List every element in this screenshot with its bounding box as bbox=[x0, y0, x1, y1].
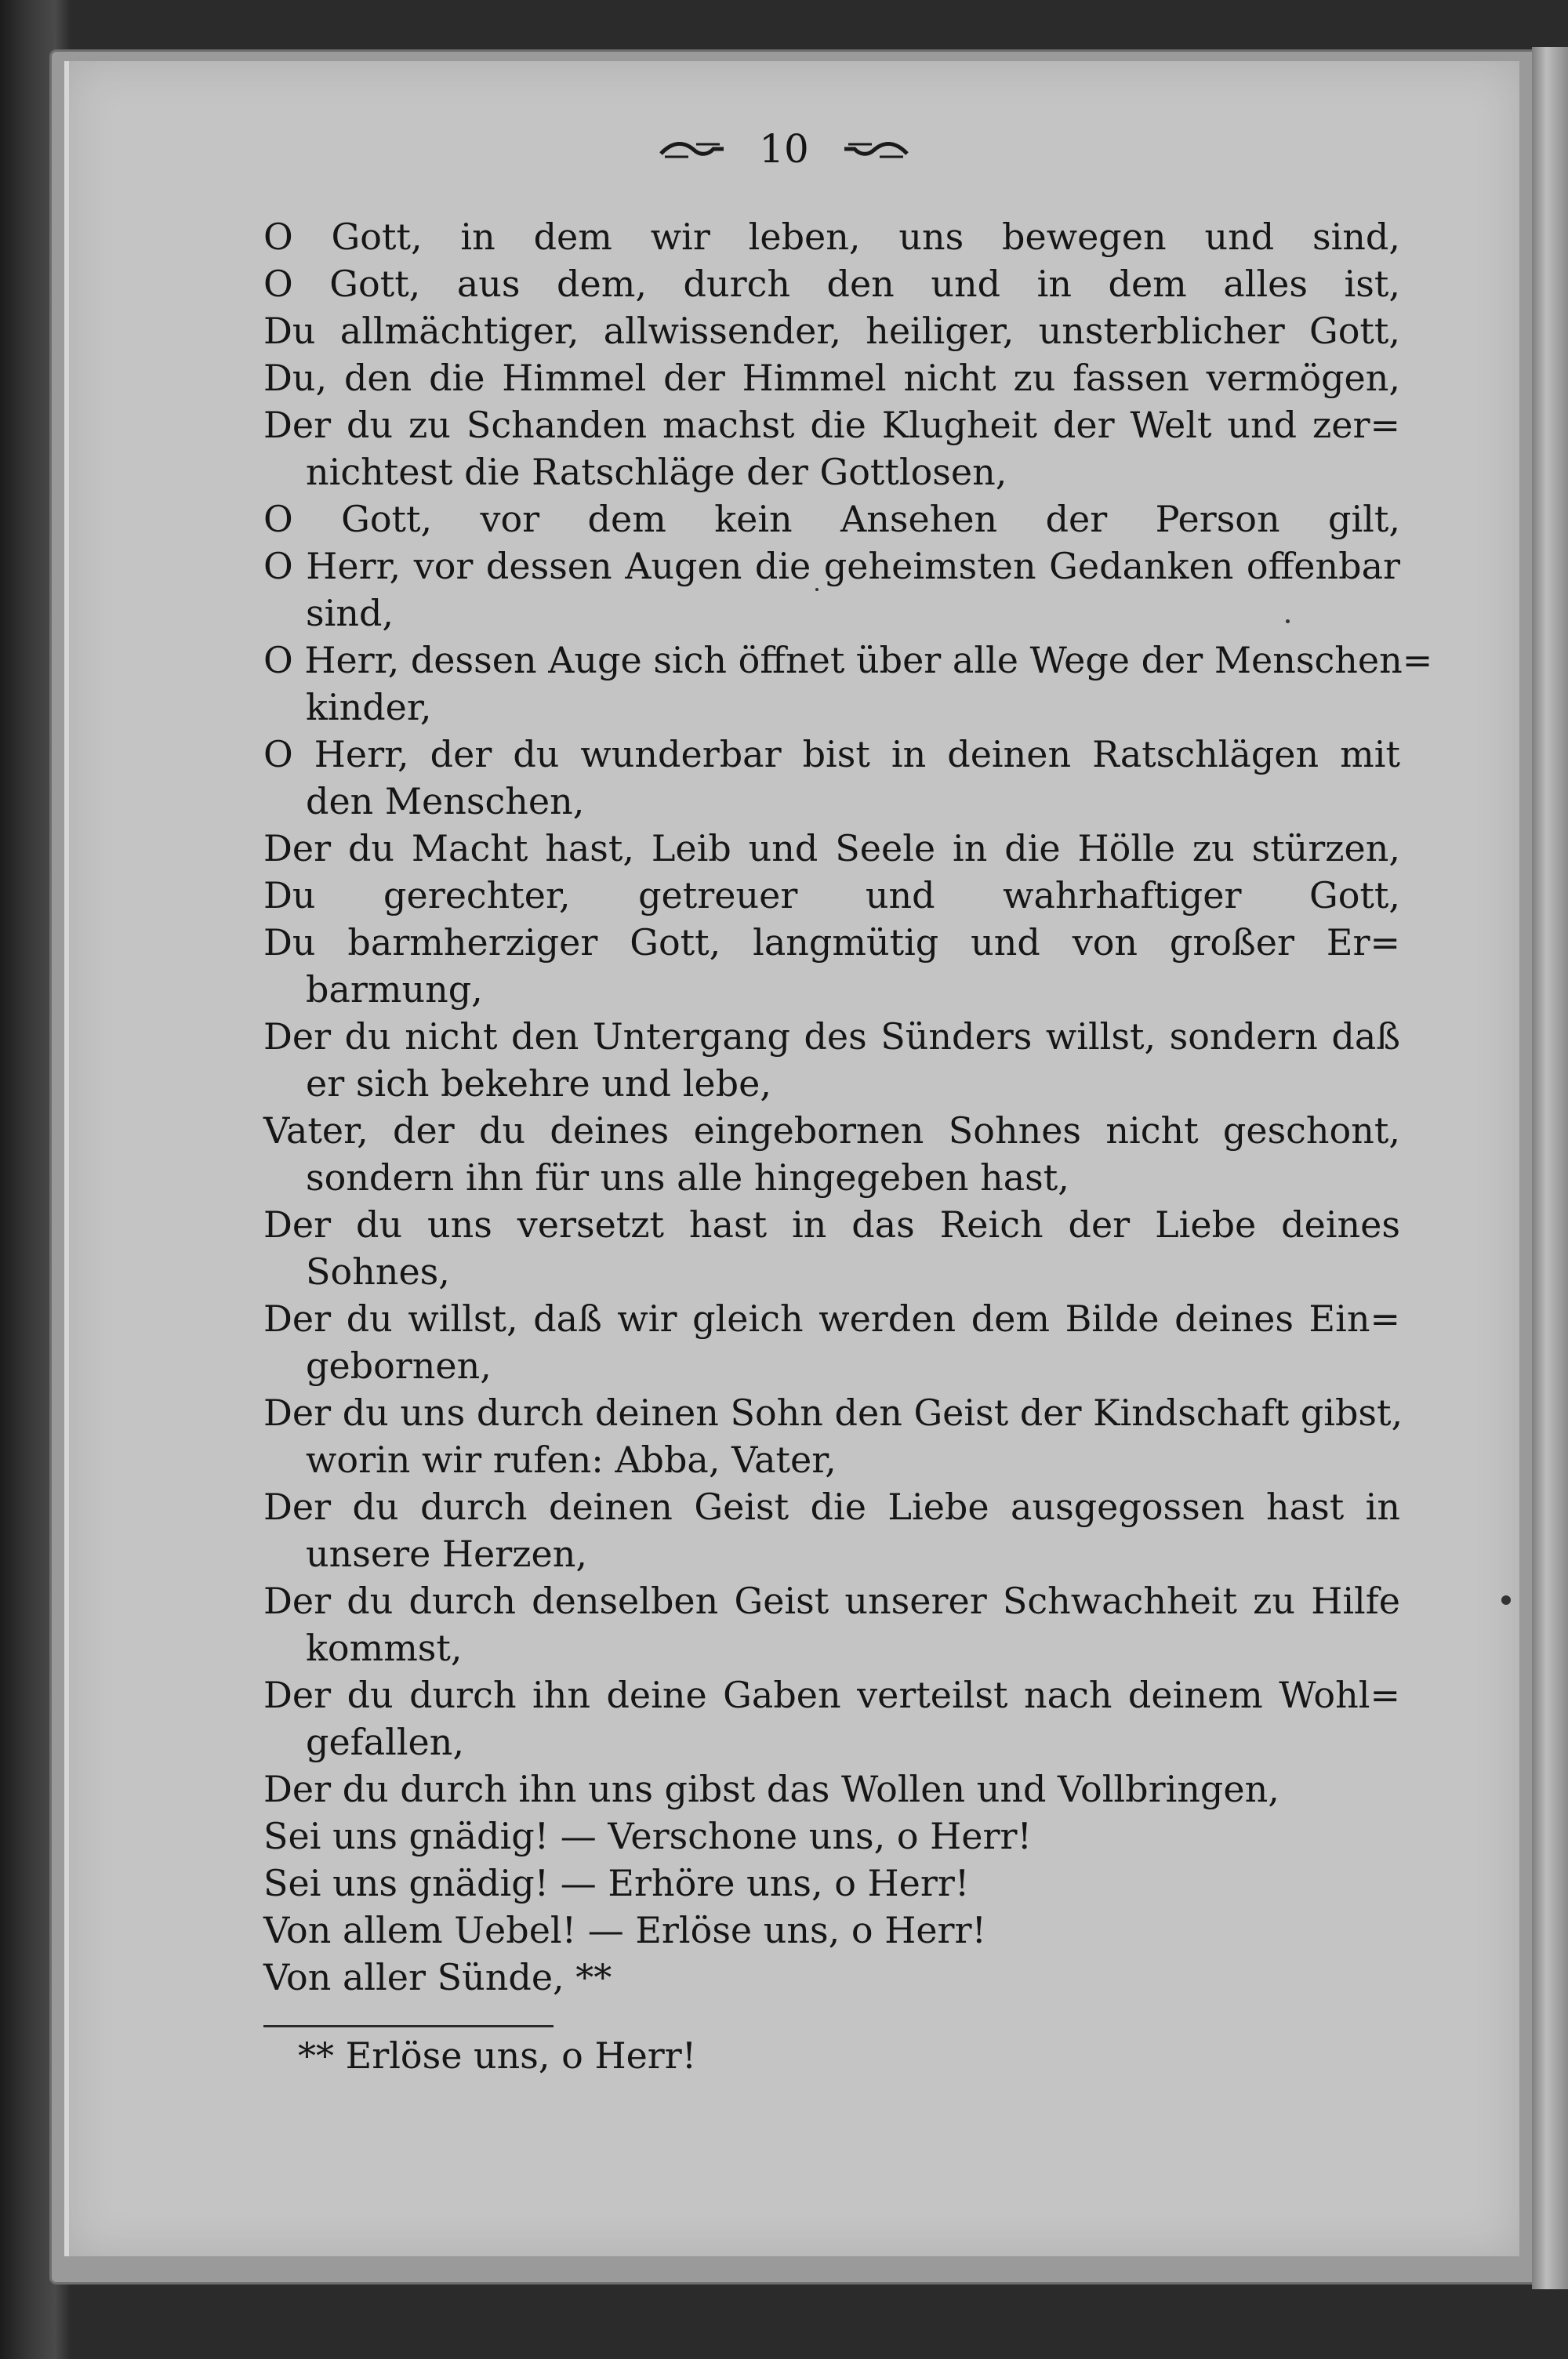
verse-line: Du allmächtiger, allwissender, heiliger, unsterblicher Gott, bbox=[263, 310, 1400, 352]
litany-text bbox=[263, 213, 1433, 2001]
verse-line: kinder, bbox=[306, 686, 432, 728]
verse-line: Von allem Uebel! — Erlöse uns, o Herr! bbox=[263, 1909, 986, 1951]
verse bbox=[263, 307, 1400, 354]
paper-speck bbox=[1501, 1595, 1511, 1605]
verse-line: Du gerechter, getreuer und wahrhaftiger Gott, bbox=[263, 874, 1400, 916]
verse-line: O Herr, vor dessen Augen die geheimsten Gedanken offenbar bbox=[263, 545, 1400, 587]
verse-line: Der du durch ihn uns gibst das Wollen und Vollbringen, bbox=[263, 1768, 1279, 1810]
verse-line: gebornen, bbox=[306, 1345, 492, 1387]
verse-line: den Menschen, bbox=[306, 780, 585, 822]
verse bbox=[263, 1483, 1400, 1577]
verse-line: nichtest die Ratschläge der Gottlosen, bbox=[306, 451, 1007, 493]
verse-line: Von aller Sünde, ** bbox=[263, 1956, 612, 1998]
verse bbox=[263, 1671, 1400, 1766]
left-ornament-icon bbox=[657, 133, 728, 165]
verse-line: Der du nicht den Untergang des Sünders willst, sondern daß bbox=[263, 1015, 1400, 1058]
verse-line: Du barmherziger Gott, langmütig und von großer Er= bbox=[263, 921, 1400, 964]
verse-line: O Herr, dessen Auge sich öffnet über alle Wege der Menschen= bbox=[263, 639, 1433, 681]
verse-line: Sei uns gnädig! — Erhöre uns, o Herr! bbox=[263, 1862, 970, 1904]
verse-line: Der du uns versetzt hast in das Reich der Liebe deines bbox=[263, 1203, 1400, 1246]
verse bbox=[263, 1907, 1400, 1954]
footnote-divider bbox=[263, 2025, 554, 2027]
verse-line: O Gott, aus dem, durch den und in dem alles ist, bbox=[263, 263, 1400, 305]
verse-line: Du, den die Himmel der Himmel nicht zu fassen vermögen, bbox=[263, 357, 1400, 399]
verse bbox=[263, 872, 1400, 919]
verse bbox=[263, 1954, 1400, 2001]
verse bbox=[263, 1813, 1400, 1860]
right-ornament-icon bbox=[840, 133, 911, 165]
verse bbox=[263, 1860, 1400, 1907]
verse-line: Der du zu Schanden machst die Klugheit der Welt und zer= bbox=[263, 404, 1400, 446]
verse bbox=[263, 1295, 1400, 1389]
verse-line: barmung, bbox=[306, 968, 483, 1011]
verse-line: kommst, bbox=[306, 1627, 463, 1669]
verse bbox=[263, 354, 1400, 401]
verse bbox=[263, 1577, 1400, 1671]
verse-line: unsere Herzen, bbox=[306, 1533, 587, 1575]
verse-line: sind, bbox=[306, 592, 394, 634]
book-page-edge bbox=[1532, 47, 1568, 2289]
verse bbox=[263, 1107, 1400, 1201]
paper-speck bbox=[1286, 619, 1290, 623]
verse-line: Sei uns gnädig! — Verschone uns, o Herr! bbox=[263, 1815, 1032, 1857]
footnote: ** Erlöse uns, o Herr! bbox=[298, 2034, 697, 2077]
verse-line: Der du willst, daß wir gleich werden dem Bilde deines Ein= bbox=[263, 1297, 1400, 1340]
paper-speck bbox=[815, 588, 818, 591]
verse bbox=[263, 401, 1400, 495]
page-number: 10 bbox=[759, 126, 809, 172]
verse-line: sondern ihn für uns alle hingegeben hast, bbox=[306, 1156, 1069, 1199]
verse-line: Der du durch deinen Geist die Liebe ausgegossen hast in bbox=[263, 1486, 1400, 1528]
verse bbox=[263, 1389, 1403, 1483]
verse bbox=[263, 543, 1400, 637]
verse-line: Vater, der du deines eingebornen Sohnes nicht geschont, bbox=[263, 1109, 1400, 1152]
verse-line: Der du durch denselben Geist unserer Schwachheit zu Hilfe bbox=[263, 1580, 1400, 1622]
verse-line: O Gott, in dem wir leben, uns bewegen und sind, bbox=[263, 216, 1400, 258]
verse-line: worin wir rufen: Abba, Vater, bbox=[306, 1439, 837, 1481]
verse bbox=[263, 495, 1400, 543]
verse-line: Der du durch ihn deine Gaben verteilst nach deinem Wohl= bbox=[263, 1674, 1400, 1716]
verse bbox=[263, 919, 1400, 1013]
verse bbox=[263, 825, 1400, 872]
verse bbox=[263, 1013, 1400, 1107]
verse bbox=[263, 213, 1400, 260]
verse-line: O Herr, der du wunderbar bist in deinen Ratschlägen mit bbox=[263, 733, 1400, 775]
verse-line: Der du Macht hast, Leib und Seele in die Hölle zu stürzen, bbox=[263, 827, 1400, 869]
verse bbox=[263, 1201, 1400, 1295]
verse bbox=[263, 731, 1400, 825]
page-header bbox=[0, 118, 1568, 180]
verse bbox=[263, 260, 1400, 307]
verse-line: O Gott, vor dem kein Ansehen der Person gilt, bbox=[263, 498, 1400, 540]
verse-line: gefallen, bbox=[306, 1721, 465, 1763]
verse bbox=[263, 637, 1433, 731]
verse bbox=[263, 1766, 1400, 1813]
verse-line: Der du uns durch deinen Sohn den Geist der Kindschaft gibst, bbox=[263, 1392, 1403, 1434]
verse-line: Sohnes, bbox=[306, 1250, 450, 1293]
verse-line: er sich bekehre und lebe, bbox=[306, 1062, 771, 1105]
